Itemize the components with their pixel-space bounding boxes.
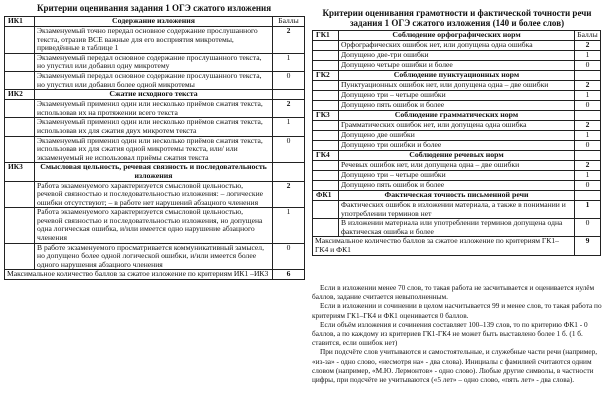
criterion-row xyxy=(313,131,601,141)
code-blank xyxy=(313,131,339,141)
code-blank xyxy=(5,53,35,71)
criterion-row xyxy=(313,41,601,51)
criterion-score: 2 xyxy=(575,81,601,91)
criterion-row xyxy=(313,81,601,91)
balls-header xyxy=(273,90,305,100)
note-paragraph: При подсчёте слов учитываются и самостоятельные, и служебные части речи (например, «из-за» - одно слово, «несмотря на» - два слова). Инициалы с фамилией считаются одним словом (например, «М.Ю. Лермонтов» - одно слово). Любые другие символы, в частности цифры, при подсчёте не учитываются («5 лет» – одно слово, «пять лет» - два слова). xyxy=(312,347,598,385)
code-blank xyxy=(313,219,339,237)
criterion-code: ГК4 xyxy=(313,151,339,161)
criterion-code: ИК2 xyxy=(5,90,35,100)
code-blank xyxy=(313,101,339,111)
criterion-row xyxy=(5,181,305,208)
criterion-row xyxy=(5,243,305,270)
note-paragraph: Если в изложении и сочинении в целом насчитывается 99 и менее слов, то такая работа по критериям ГК1–ГК4 и ФК1 оценивается 0 баллов. xyxy=(312,301,602,320)
criterion-score: 0 xyxy=(575,219,601,237)
criterion-score: 0 xyxy=(273,243,305,270)
criterion-score: 0 xyxy=(273,136,305,163)
code-blank xyxy=(313,61,339,71)
criterion-heading: Соблюдение речевых норм xyxy=(339,151,575,161)
criterion-row xyxy=(313,51,601,61)
criterion-row xyxy=(5,53,305,71)
criterion-score: 1 xyxy=(575,91,601,101)
code-blank xyxy=(313,141,339,151)
balls-header: Баллы xyxy=(575,31,601,41)
criterion-score: 0 xyxy=(273,71,305,89)
criterion-row xyxy=(313,201,601,219)
code-blank xyxy=(313,161,339,171)
criterion-header-row xyxy=(313,191,601,201)
code-blank xyxy=(5,243,35,270)
criterion-description: Допущено четыре ошибки и более xyxy=(339,61,575,71)
criterion-score: 1 xyxy=(273,53,305,71)
criterion-header-row xyxy=(313,111,601,121)
total-score: 9 xyxy=(575,237,601,255)
criterion-row xyxy=(313,219,601,237)
criterion-row xyxy=(313,141,601,151)
balls-header xyxy=(575,71,601,81)
balls-header xyxy=(575,191,601,201)
left-title: Критерии оценивания задания 1 ОГЭ сжатого изложения xyxy=(36,3,272,13)
criterion-description: Экзаменуемый применил один или несколько приёмов сжатия текста, использовав их на протяжении всего текста xyxy=(35,100,273,118)
criterion-row xyxy=(313,61,601,71)
criterion-description: Работа экзаменуемого характеризуется смысловой цельностью, речевой связностью и последовательностью изложения: – логические ошибки отсутствуют; – в работе нет нарушений абзацного членения xyxy=(35,181,273,208)
criterion-description: Грамматических ошибок нет, или допущена одна ошибка xyxy=(339,121,575,131)
balls-header xyxy=(575,151,601,161)
criterion-row xyxy=(313,181,601,191)
criterion-heading: Содержание изложения xyxy=(35,17,273,27)
criterion-score: 0 xyxy=(575,181,601,191)
criterion-description: В изложении материала или употреблении терминов допущена одна фактическая ошибка и более xyxy=(339,219,575,237)
criterion-row xyxy=(5,136,305,163)
criterion-score: 2 xyxy=(575,41,601,51)
total-row xyxy=(5,270,305,280)
criterion-description: Орфографических ошибок нет, или допущена одна ошибка xyxy=(339,41,575,51)
code-blank xyxy=(5,136,35,163)
criterion-heading: Сжатие исходного текста xyxy=(35,90,273,100)
code-blank xyxy=(5,100,35,118)
criterion-header-row xyxy=(5,17,305,27)
criterion-description: Допущено три – четыре ошибки xyxy=(339,171,575,181)
total-description: Максимальное количество баллов за сжатое изложение по критериям ГК1–ГК4 и ФК1 xyxy=(313,237,575,255)
criterion-description: Экзаменуемый передал основное содержание прослушанного текста, но упустил или добавил одну микротему xyxy=(35,53,273,71)
criterion-header-row xyxy=(313,31,601,41)
balls-header xyxy=(575,111,601,121)
criterion-row xyxy=(5,100,305,118)
criterion-row xyxy=(313,171,601,181)
criterion-heading: Фактическая точность письменной речи xyxy=(339,191,575,201)
criterion-code: ГК3 xyxy=(313,111,339,121)
criterion-header-row xyxy=(5,90,305,100)
criterion-code: ФК1 xyxy=(313,191,339,201)
criterion-row xyxy=(313,91,601,101)
criterion-header-row xyxy=(313,151,601,161)
criterion-score: 1 xyxy=(575,131,601,141)
total-row xyxy=(313,237,601,255)
criterion-description: Допущено две ошибки xyxy=(339,131,575,141)
code-blank xyxy=(313,181,339,191)
criterion-header-row xyxy=(5,163,305,181)
code-blank xyxy=(5,208,35,243)
criterion-code: ГК1 xyxy=(313,31,339,41)
criterion-description: Речевых ошибок нет, или допущена одна – две ошибки xyxy=(339,161,575,171)
criterion-score: 1 xyxy=(273,118,305,136)
code-blank xyxy=(313,121,339,131)
code-blank xyxy=(5,27,35,54)
criterion-score: 2 xyxy=(273,27,305,54)
criterion-code: ИК1 xyxy=(5,17,35,27)
criterion-score: 2 xyxy=(575,161,601,171)
criterion-row xyxy=(5,118,305,136)
note-paragraph: Если в изложении менее 70 слов, то такая работа не засчитывается и оценивается нулём баллов, задание считается невыполненным. xyxy=(312,283,595,302)
criterion-row xyxy=(313,121,601,131)
criterion-description: В работе экзаменуемого просматривается коммуникативный замысел, но допущено более одной логической ошибки, и/или имеется более одного нарушения абзацного членения xyxy=(35,243,273,270)
criterion-description: Допущено пять ошибок и более xyxy=(339,181,575,191)
criterion-description: Допущено две-три ошибки xyxy=(339,51,575,61)
code-blank xyxy=(313,81,339,91)
criterion-description: Экзаменуемый передал основное содержание прослушанного текста, но упустил или добавил более одной микротемы xyxy=(35,71,273,89)
note-paragraph: Если объём изложения и сочинения составляет 100–139 слов, то по критерию ФК1 - 0 баллов, а по каждому из критериев ГК1-ГК4 не может быть выставлено более 1 б. (1 б. ставится, если ошибок нет) xyxy=(312,319,588,348)
criterion-score: 1 xyxy=(575,171,601,181)
right-title-line1: Критерии оценивания грамотности и фактической точности речи xyxy=(322,8,592,18)
criterion-heading: Смысловая цельность, речевая связность и последовательность изложения xyxy=(35,163,273,181)
code-blank xyxy=(313,201,339,219)
code-blank xyxy=(313,91,339,101)
criterion-code: ИК3 xyxy=(5,163,35,181)
criterion-description: Экзаменуемый точно передал основное содержание прослушанного текста, отразив ВСЕ важные для его восприятия микротемы, приведённые в таблице 1 xyxy=(35,27,273,54)
notes-block xyxy=(312,283,602,384)
code-blank xyxy=(313,51,339,61)
criterion-row xyxy=(5,71,305,89)
criterion-description: Допущено пять ошибок и более xyxy=(339,101,575,111)
balls-header xyxy=(273,163,305,181)
criterion-description: Допущено три ошибки и более xyxy=(339,141,575,151)
criterion-score: 1 xyxy=(575,201,601,219)
right-title-line2: задания 1 ОГЭ сжатого изложения (140 и более слов) xyxy=(349,18,565,28)
left-criteria-table xyxy=(4,16,305,280)
right-criteria-table xyxy=(312,30,601,256)
code-blank xyxy=(5,181,35,208)
code-blank xyxy=(313,41,339,51)
criterion-row xyxy=(313,101,601,111)
total-description: Максимальное количество баллов за сжатое изложение по критериям ИК1 –ИК3 xyxy=(5,270,273,280)
criterion-score: 0 xyxy=(575,61,601,71)
criterion-score: 2 xyxy=(273,100,305,118)
criterion-code: ГК2 xyxy=(313,71,339,81)
criterion-score: 2 xyxy=(273,181,305,208)
criterion-header-row xyxy=(313,71,601,81)
criterion-description: Допущено три – четыре ошибки xyxy=(339,91,575,101)
criterion-row xyxy=(313,161,601,171)
criterion-description: Экзаменуемый применил один или несколько приёмов сжатия текста, использовав их для сжатия одной микротемы текста, или/ или экзаменуемый не использовал приёмы сжатия текста xyxy=(35,136,273,163)
code-blank xyxy=(5,118,35,136)
criterion-score: 1 xyxy=(273,208,305,243)
criterion-row xyxy=(5,208,305,243)
total-score: 6 xyxy=(273,270,305,280)
criterion-description: Фактических ошибок в изложении материала, а также в понимании и употреблении терминов нет xyxy=(339,201,575,219)
criterion-description: Пунктуационных ошибок нет, или допущена одна – две ошибки xyxy=(339,81,575,91)
criterion-heading: Соблюдение пунктуационных норм xyxy=(339,71,575,81)
criterion-heading: Соблюдение орфографических норм xyxy=(339,31,575,41)
balls-header: Баллы xyxy=(273,17,305,27)
criterion-description: Работа экзаменуемого характеризуется смысловой цельностью, речевой связностью и последовательностью изложения, но допущена одна логическая ошибка, и/или имеется одно нарушение абзацного членения xyxy=(35,208,273,243)
criterion-description: Экзаменуемый применил один или несколько приёмов сжатия текста, использовав их для сжатия двух микротем текста xyxy=(35,118,273,136)
criterion-score: 0 xyxy=(575,141,601,151)
criterion-row xyxy=(5,27,305,54)
code-blank xyxy=(5,71,35,89)
criterion-score: 0 xyxy=(575,101,601,111)
code-blank xyxy=(313,171,339,181)
criterion-score: 1 xyxy=(575,51,601,61)
criterion-heading: Соблюдение грамматических норм xyxy=(339,111,575,121)
criterion-score: 2 xyxy=(575,121,601,131)
